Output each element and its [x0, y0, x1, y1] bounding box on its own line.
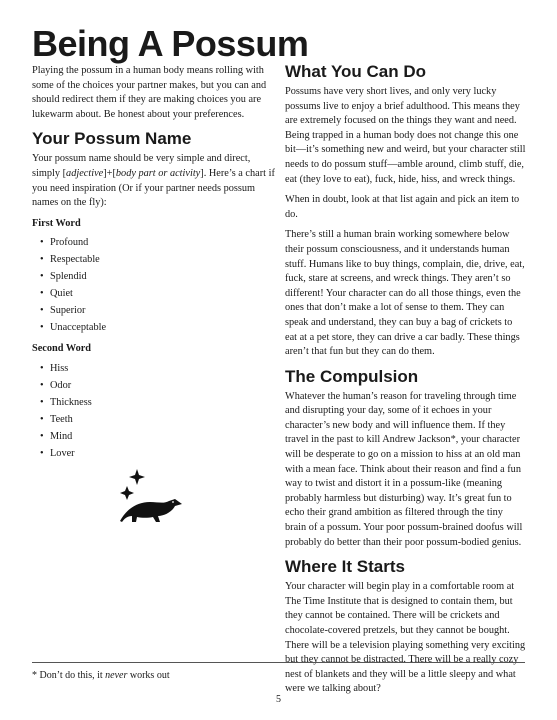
can-do-paragraph-3: There’s still a human brain working somewhere below their possum consciousness, and it understands human stuff. Humans like to buy things, complain, die, drive, eat, fuck, stare at screens, and wreck things. They aren’t so different! Your character can do all those things, even the ones that don’t make a lot of sense to them. They can speak and understand, they can buy a bag of crickets to eat at a pet store, they can drive a car badly. These things aren’t that fun but they can do them.: [285, 229, 525, 358]
list-item: • Splendid: [40, 268, 275, 285]
second-word-label: Second Word: [32, 343, 92, 355]
where-it-starts-heading: Where It Starts: [285, 557, 405, 577]
list-item: • Teeth: [40, 411, 275, 428]
possum-name-heading: Your Possum Name: [32, 129, 192, 149]
left-column: [32, 64, 275, 468]
intro-paragraph: Playing the possum in a human body means rolling with some of the choices your partner makes, but you can and should redirect them if they are making choices you are lukewarm about. Be honest about your preferences.: [32, 65, 267, 120]
can-do-paragraph-1: Possums have very short lives, and only very lucky possums live to enjoy a brief adulthood. This means they are extremely focused on the things they want and need. Being trapped in a human body does not change this one bit—it’s something new and weird, but your character still needs to do possum stuff—amble around, climb stuff, die, eat (they love to eat), fuck, hide, hiss, and wreck things.: [285, 86, 526, 185]
page-number: 5: [276, 694, 281, 705]
possum-name-paragraph: Your possum name should be very simple and direct, simply [adjective]+[body part or activity]. Here’s a chart if you need inspiration (Or if your partner needs possum names on the fly):: [32, 153, 275, 209]
what-you-can-do-heading: What You Can Do: [285, 62, 427, 81]
list-item: • Respectable: [40, 251, 275, 268]
list-item: • Profound: [40, 234, 275, 251]
list-item: • Hiss: [40, 360, 275, 377]
list-item: • Thickness: [40, 394, 275, 411]
sparkle-icon: [120, 486, 134, 500]
right-column: [285, 61, 526, 703]
list-item: • Odor: [40, 377, 275, 394]
page-title: Being A Possum: [32, 23, 309, 64]
list-item: • Quiet: [40, 285, 275, 302]
second-word-list: [32, 360, 275, 462]
list-item: • Superior: [40, 302, 275, 319]
footnote-divider: [32, 662, 525, 663]
list-item: • Mind: [40, 428, 275, 445]
compulsion-heading: The Compulsion: [285, 366, 419, 386]
compulsion-paragraph: Whatever the human’s reason for traveling through time and disrupting your day, some of it echoes in your character’s new body and will influence them. If they travel in the past to kill Andrew Jackson*, your character will be desperate to go on a mission to hiss at an old man with a mean face. Think about their reason and find a fun way to twist and distort it in a possum-like (meaning probably harmless but disturbing) way. It’s great fun to echo their grand ambition as filtered through the tiny brain of a possum. Your poor possum-brained doofus will probably do better than their poor possum-bodied genius.: [285, 390, 523, 548]
footnote: * Don’t do this, it never works out: [32, 670, 170, 681]
sparkle-icon: [129, 469, 145, 485]
can-do-paragraph-2: When in doubt, look at that list again and pick an item to do.: [285, 194, 520, 220]
first-word-label: First Word: [32, 217, 81, 229]
list-item: • Lover: [40, 445, 275, 462]
possum-sparkle-icon: [112, 466, 184, 526]
first-word-list: [32, 234, 275, 336]
where-it-starts-paragraph: Your character will begin play in a comfortable room at The Time Institute that is designed to contain them, but they cannot be contained. There will be crickets and chocolate-covered pretzels, but they cannot be bought. There will be a television playing something very exciting but they cannot be distracted. There will be a really cozy nest of blankets and they will be a little sleepy and what were we talking about?: [285, 581, 526, 695]
list-item: • Unacceptable: [40, 319, 275, 336]
